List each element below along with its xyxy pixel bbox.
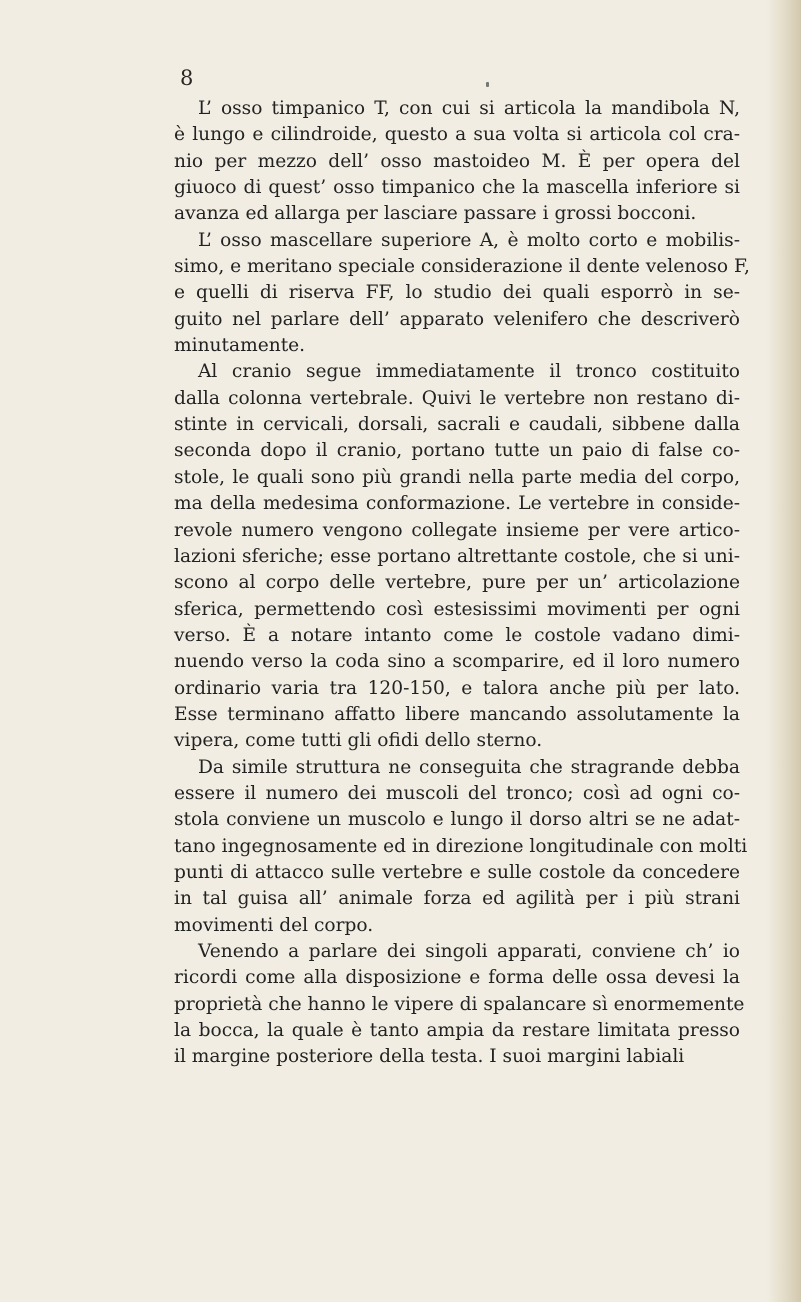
text-line: ordinario varia tra 120-150, e talora anche più per lato. <box>174 677 740 699</box>
text-line: tano ingegnosamente ed in direzione longitudinale con molti <box>174 835 748 857</box>
ink-speck <box>486 82 489 87</box>
text-line: è lungo e cilindroide, questo a sua volta si articola col cra- <box>174 124 740 146</box>
text-line: giuoco di quest’ osso timpanico che la mascella inferiore si <box>174 177 740 199</box>
text-line: simo, e meritano speciale considerazione il dente velenoso F, <box>174 256 750 278</box>
text-line: la bocca, la quale è tanto ampia da restare limitata presso <box>174 1020 740 1042</box>
page-number: 8 <box>180 66 194 90</box>
text-line: lazioni sferiche; esse portano altrettante costole, che si uni- <box>174 545 740 567</box>
text-line: revole numero vengono collegate insieme per vere artico- <box>174 519 740 541</box>
text-line: movimenti del corpo. <box>174 914 374 936</box>
text-line: il margine posteriore della testa. I suoi margini labiali <box>174 1046 685 1068</box>
text-line: Al cranio segue immediatamente il tronco costituito <box>198 361 740 383</box>
text-line: Esse terminano affatto libere mancando assolutamente la <box>174 703 740 725</box>
page-edge-shadow <box>767 0 801 1302</box>
paragraph <box>174 96 740 228</box>
text-line: ricordi come alla disposizione e forma delle ossa devesi la <box>174 967 740 989</box>
text-line: dalla colonna vertebrale. Quivi le vertebre non restano di- <box>174 387 740 409</box>
text-line: ma della medesima conformazione. Le vertebre in conside- <box>174 493 740 515</box>
text-line: sferica, permettendo così estesissimi movimenti per ogni <box>174 598 740 620</box>
paragraph <box>174 939 745 1071</box>
text-line: Venendo a parlare dei singoli apparati, conviene ch’ io <box>198 941 740 962</box>
text-line: in tal guisa all’ animale forza ed agilità per i più strani <box>174 888 740 910</box>
text-line: proprietà che hanno le vipere di spalancare sì enormemente <box>174 993 745 1015</box>
text-line: nuendo verso la coda sino a scomparire, ed il loro numero <box>174 651 740 673</box>
text-line: stola conviene un muscolo e lungo il dorso altri se ne adat- <box>174 809 740 831</box>
text-line: verso. È a notare intanto come le costole vadano dimi- <box>174 624 740 646</box>
text-line: stinte in cervicali, dorsali, sacrali e caudali, sibbene dalla <box>174 414 740 436</box>
paragraph <box>174 755 748 939</box>
text-line: essere il numero dei muscoli del tronco; così ad ogni co- <box>174 782 740 804</box>
paragraph <box>174 228 750 360</box>
text-line: Da simile struttura ne conseguita che stragrande debba <box>198 756 740 778</box>
text-line: nio per mezzo dell’ osso mastoideo M. È per opera del <box>174 150 740 172</box>
text-line: vipera, come tutti gli ofidi dello sterno. <box>174 730 543 752</box>
body-text <box>174 96 750 1071</box>
text-line: scono al corpo delle vertebre, pure per un’ articolazione <box>174 572 740 594</box>
text-line: minutamente. <box>174 335 306 357</box>
text-line: stole, le quali sono più grandi nella parte media del corpo, <box>174 466 740 488</box>
paragraph <box>174 359 740 754</box>
text-line: avanza ed allarga per lasciare passare i grossi bocconi. <box>174 203 697 225</box>
text-line: L’ osso timpanico T, con cui si articola la mandibola N, <box>198 98 740 119</box>
text-line: seconda dopo il cranio, portano tutte un paio di false co- <box>174 440 740 462</box>
text-line: punti di attacco sulle vertebre e sulle costole da concedere <box>174 861 740 883</box>
text-line: guito nel parlare dell’ apparato velenifero che descriverò <box>174 308 740 330</box>
text-line: e quelli di riserva FF, lo studio dei quali esporrò in se- <box>174 282 740 304</box>
text-line: L’ osso mascellare superiore A, è molto corto e mobilis- <box>198 229 740 251</box>
